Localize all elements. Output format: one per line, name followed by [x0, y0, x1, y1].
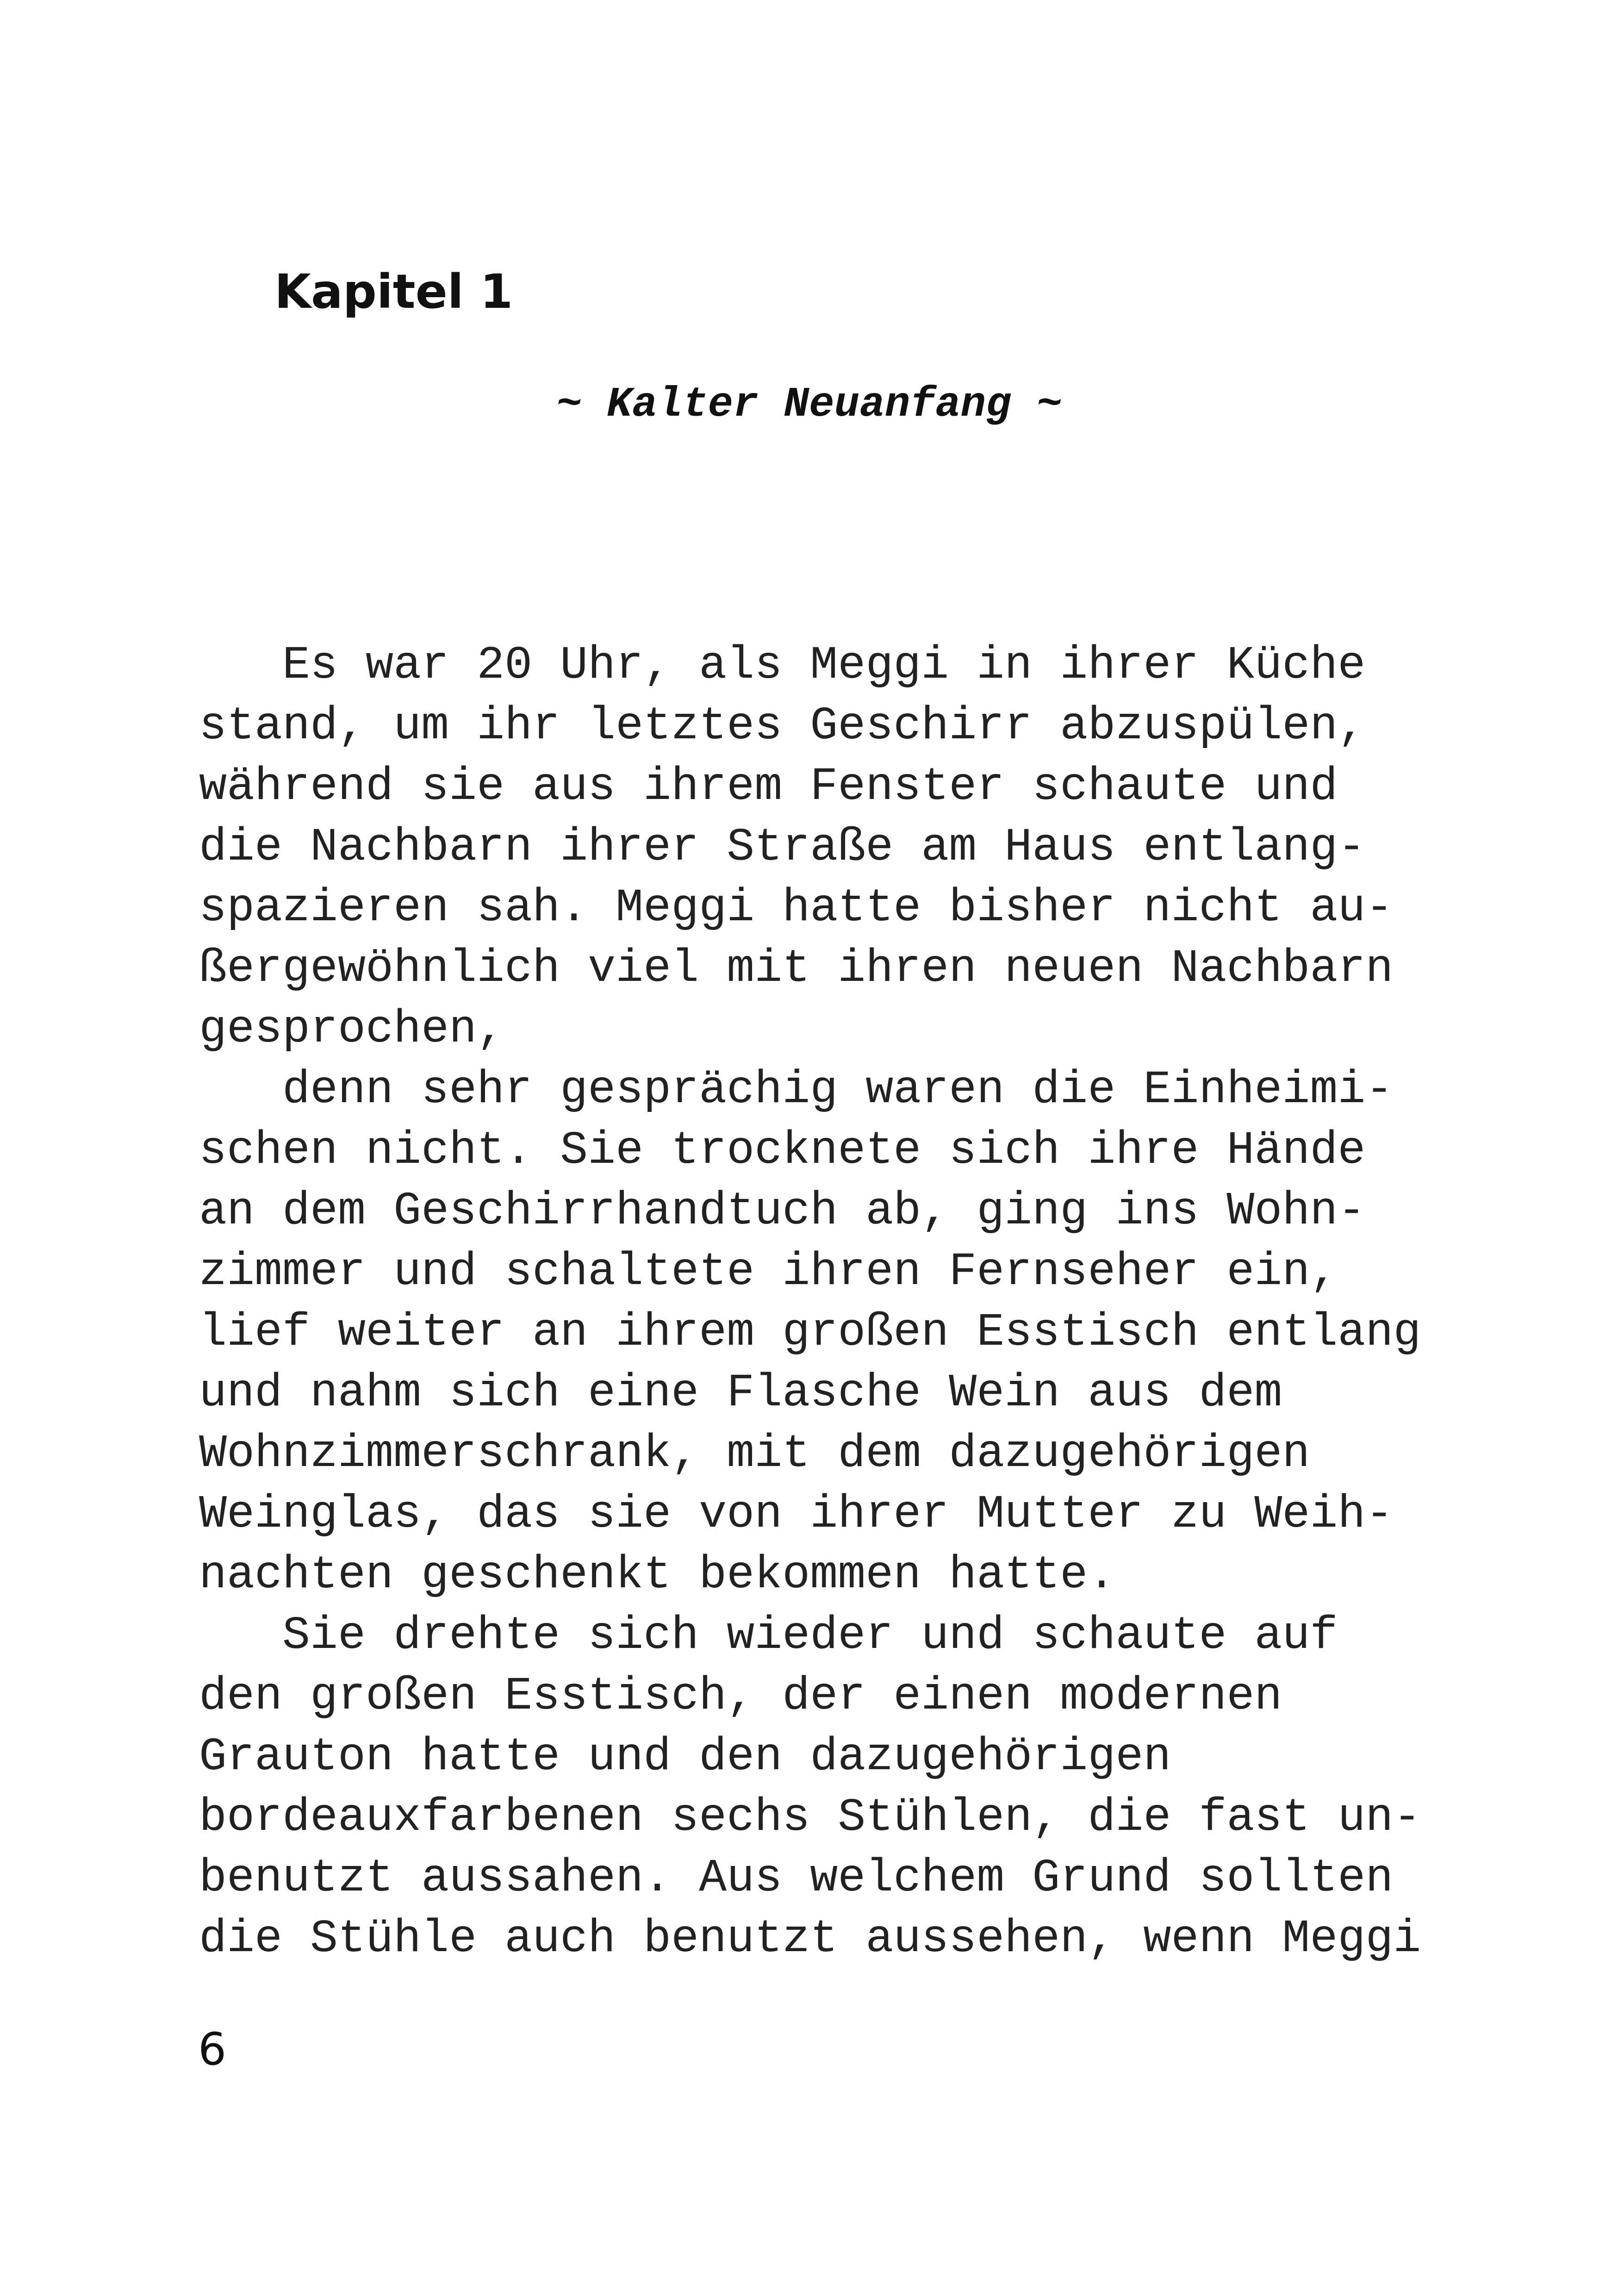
text-line: Grauton hatte und den dazugehörigen [199, 1731, 1171, 1784]
text-line: benutzt aussahen. Aus welchem Grund sollten [199, 1853, 1394, 1905]
text-line: bordeauxfarbenen sechs Stühlen, die fast un- [199, 1792, 1421, 1844]
chapter-title: Kapitel 1 [274, 264, 513, 319]
text-line: stand, um ihr letztes Geschirr abzuspülen, [199, 700, 1366, 753]
text-line: den großen Esstisch, der einen modernen [199, 1671, 1282, 1723]
text-line: denn sehr gesprächig waren die Einheimi- [199, 1064, 1394, 1117]
chapter-subtitle: ~ Kalter Neuanfang ~ [556, 381, 1062, 429]
page-number: 6 [198, 2023, 227, 2075]
text-line: schen nicht. Sie trocknete sich ihre Hände [199, 1125, 1366, 1177]
text-line: ßergewöhnlich viel mit ihren neuen Nachbarn [199, 943, 1394, 995]
text-line: und nahm sich eine Flasche Wein aus dem [199, 1367, 1282, 1420]
text-line: während sie aus ihrem Fenster schaute und [199, 761, 1338, 813]
text-line: zimmer und schaltete ihren Fernseher ein, [199, 1246, 1338, 1298]
text-line: Wohnzimmerschrank, mit dem dazugehörigen [199, 1428, 1310, 1480]
text-line: gesprochen, [199, 1004, 505, 1056]
text-line: an dem Geschirrhandtuch ab, ging ins Wohn- [199, 1185, 1366, 1238]
text-line: Es war 20 Uhr, als Meggi in ihrer Küche [199, 640, 1366, 692]
text-line: lief weiter an ihrem großen Esstisch entlang [199, 1307, 1421, 1359]
text-line: die Nachbarn ihrer Straße am Haus entlang- [199, 822, 1366, 874]
body-text [199, 636, 1472, 1970]
text-line: die Stühle auch benutzt aussehen, wenn Meggi [199, 1913, 1421, 1965]
text-line: nachten geschenkt bekommen hatte. [199, 1549, 1116, 1602]
text-line: spazieren sah. Meggi hatte bisher nicht au- [199, 882, 1394, 935]
text-line: Weinglas, das sie von ihrer Mutter zu Weih- [199, 1489, 1394, 1541]
text-line: Sie drehte sich wieder und schaute auf [199, 1610, 1338, 1662]
